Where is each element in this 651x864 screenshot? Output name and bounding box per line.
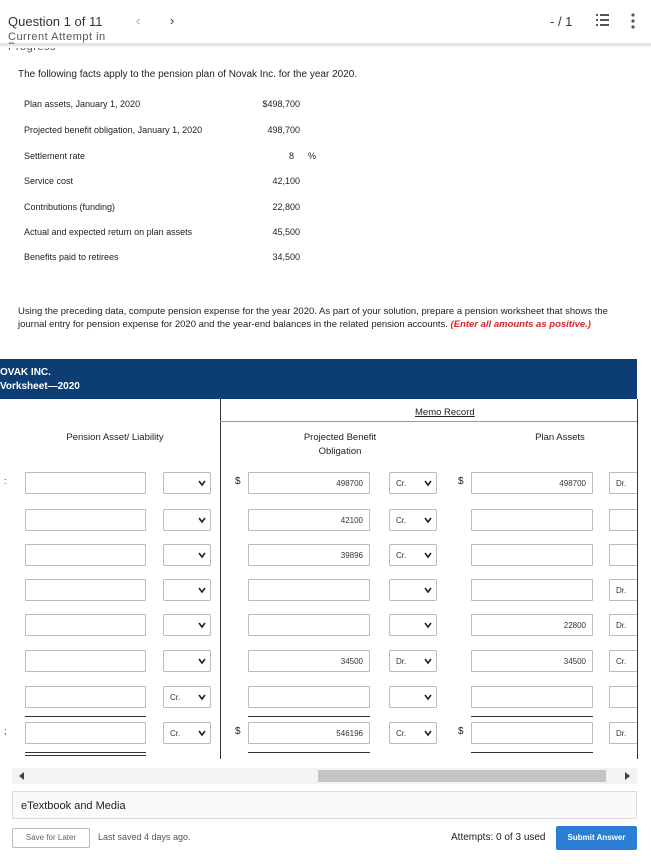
fact-value: 42,100 [272,176,300,186]
pension-drcr-select[interactable] [163,686,211,708]
pension-asset-input[interactable] [25,722,146,744]
column-divider [220,399,221,759]
select-value: Cr. [396,516,407,525]
currency-symbol: $ [235,476,241,487]
header-shadow [0,44,651,48]
row-marker: ; [4,726,7,736]
pbo-drcr-select[interactable] [389,650,437,672]
worksheet-title: Vorksheet—2020 [0,381,80,392]
fact-row [24,202,324,216]
chevron-down-icon [424,551,432,559]
score-display: - / 1 [550,14,573,29]
select-value: Cr. [170,729,181,738]
select-value: Cr. [170,693,181,702]
instructions-text: Using the preceding data, compute pension expense for the year 2020. As part of your solution, prepare a pension worksheet that shows the journal entry for pension expense for 2020 and the year-end balances in the related pension accounts. [18,306,608,330]
chevron-down-icon [424,693,432,701]
currency-symbol: $ [235,726,241,737]
chevron-down-icon [198,693,206,701]
total-underline [25,752,146,753]
pension-asset-input[interactable] [25,544,146,566]
select-value: Dr. [396,657,407,666]
chevron-down-icon [424,479,432,487]
etextbook-panel[interactable] [12,791,637,819]
pbo-input[interactable]: 546196 [248,722,370,744]
horizontal-scrollbar[interactable] [12,768,637,784]
chevron-down-icon [198,729,206,737]
pension-drcr-select[interactable] [163,579,211,601]
fact-row [24,176,324,190]
fact-value: 45,500 [272,227,300,237]
pension-asset-input[interactable] [25,686,146,708]
row-marker: : [4,476,7,486]
column-header-pension: Pension Asset/ Liability [66,432,164,443]
pbo-drcr-select[interactable] [389,544,437,566]
fact-value: 8 [288,151,294,161]
select-value: Cr. [396,551,407,560]
plan-assets-input[interactable] [471,686,593,708]
submit-answer-button[interactable]: Submit Answer [556,826,637,850]
fact-label: Plan assets, January 1, 2020 [24,99,141,109]
etextbook-label: eTextbook and Media [21,800,126,812]
total-underline [25,716,146,717]
scroll-left-icon[interactable] [18,772,26,780]
plan-assets-input[interactable]: 22800 [471,614,593,636]
save-for-later-button[interactable]: Save for Later [12,828,90,848]
plan-assets-drcr-select[interactable]: Cr. [609,650,637,672]
fact-label: Service cost [24,176,74,186]
chevron-down-icon [424,729,432,737]
fact-value: 22,800 [272,202,300,212]
attempt-status-text: Current Attempt in [8,31,106,43]
pension-drcr-select[interactable] [163,650,211,672]
fact-row [24,125,324,139]
pension-asset-input[interactable] [25,650,146,672]
pension-asset-input[interactable] [25,614,146,636]
chevron-down-icon [198,586,206,594]
memo-record-label: Memo Record [415,407,475,418]
fact-value: 498,700 [267,125,300,135]
currency-symbol: $ [458,726,464,737]
pension-drcr-select[interactable] [163,614,211,636]
question-title: Question 1 of 11 [8,14,103,29]
instructions-emphasis: (Enter all amounts as positive.) [450,319,591,330]
attempts-counter: Attempts: 0 of 3 used [451,832,546,843]
fact-label: Settlement rate [24,151,86,161]
pension-drcr-select[interactable] [163,472,211,494]
pension-asset-input[interactable] [25,472,146,494]
plan-assets-drcr-select[interactable] [609,686,637,708]
fact-unit: % [308,151,317,161]
total-underline [248,752,370,753]
plan-assets-drcr-select[interactable] [609,544,637,566]
chevron-down-icon [198,621,206,629]
pension-asset-input[interactable] [25,509,146,531]
chevron-down-icon [424,657,432,665]
column-header-pbo: Projected Benefit Obligation [303,432,377,457]
scroll-right-icon[interactable] [623,772,631,780]
pbo-drcr-select[interactable] [389,509,437,531]
total-underline [471,752,593,753]
chevron-down-icon [198,551,206,559]
currency-symbol: $ [458,476,464,487]
question-header [0,0,651,44]
problem-intro: The following facts apply to the pension plan of Novak Inc. for the year 2020. [18,69,358,80]
plan-assets-drcr-select[interactable]: Dr. [609,614,637,636]
pbo-drcr-select[interactable] [389,722,437,744]
plan-assets-drcr-select[interactable]: Dr. [609,579,637,601]
fact-label: Contributions (funding) [24,202,116,212]
question-list-icon[interactable] [596,14,609,26]
pension-drcr-select[interactable] [163,722,211,744]
chevron-down-icon [198,516,206,524]
pbo-input[interactable]: 498700 [248,472,370,494]
pension-drcr-select[interactable] [163,509,211,531]
last-saved-text: Last saved 4 days ago. [98,832,191,842]
chevron-down-icon [424,516,432,524]
pbo-drcr-select[interactable] [389,579,437,601]
fact-label: Projected benefit obligation, January 1, 2020 [24,125,203,135]
pbo-input[interactable]: 42100 [248,509,370,531]
chevron-down-icon [198,657,206,665]
next-question-button[interactable]: › [170,13,175,28]
chevron-down-icon [424,586,432,594]
plan-assets-input[interactable] [471,544,593,566]
more-options-icon[interactable] [631,13,635,29]
plan-assets-input[interactable] [471,579,593,601]
pension-asset-input[interactable] [25,579,146,601]
fact-row [24,252,324,266]
pbo-input[interactable]: 34500 [248,650,370,672]
fact-value: 34,500 [272,252,300,262]
fact-label: Actual and expected return on plan assets [24,227,193,237]
plan-assets-input[interactable]: 34500 [471,650,593,672]
fact-row [24,99,324,113]
instructions [18,305,638,331]
column-header-plan-assets: Plan Assets [535,432,585,443]
plan-assets-input[interactable] [471,722,593,744]
pbo-drcr-select[interactable] [389,472,437,494]
scrollbar-thumb[interactable] [318,770,606,782]
pbo-input[interactable] [248,686,370,708]
memo-divider [220,421,637,422]
pbo-input[interactable] [248,579,370,601]
select-value: Cr. [396,729,407,738]
company-name: OVAK INC. [0,367,51,378]
pbo-input[interactable]: 39896 [248,544,370,566]
fact-row [24,151,324,165]
fact-row [24,227,324,241]
plan-assets-input[interactable]: 498700 [471,472,593,494]
plan-assets-drcr-select[interactable]: Dr. [609,472,637,494]
plan-assets-drcr-select[interactable] [609,509,637,531]
pbo-drcr-select[interactable] [389,686,437,708]
pension-drcr-select[interactable] [163,544,211,566]
plan-assets-input[interactable] [471,509,593,531]
double-underline [25,755,146,756]
plan-assets-drcr-select[interactable]: Dr. [609,722,637,744]
chevron-down-icon [424,621,432,629]
pbo-drcr-select[interactable] [389,614,437,636]
pbo-input[interactable] [248,614,370,636]
chevron-down-icon [198,479,206,487]
select-value: Cr. [396,479,407,488]
total-underline [471,716,593,717]
previous-question-button[interactable]: ‹ [136,13,141,28]
fact-value: $498,700 [262,99,300,109]
column-divider [637,399,638,759]
worksheet-header [0,359,637,399]
fact-label: Benefits paid to retirees [24,252,119,262]
total-underline [248,716,370,717]
